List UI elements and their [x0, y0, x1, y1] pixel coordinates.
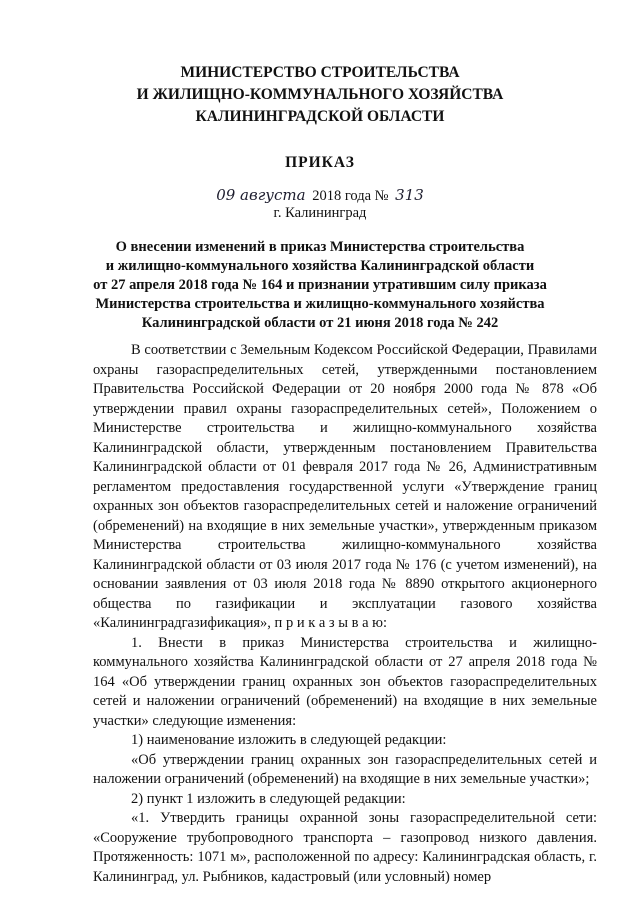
- printed-date-text: 2018 года №: [312, 188, 389, 204]
- subitem-2-paragraph: 2) пункт 1 изложить в следующей редакции:: [131, 790, 406, 807]
- subitem-1-paragraph: 1) наименование изложить в следующей редакции:: [131, 732, 447, 748]
- subject-line-5: Калининградской области от 21 июня 2018 года № 242: [141, 315, 499, 331]
- ministry-header: [0, 62, 640, 128]
- order-body: [93, 341, 597, 887]
- subject-line-4: Министерства строительства и жилищно-коммунального хозяйства: [95, 296, 545, 312]
- order-date-line: [0, 186, 640, 205]
- item-1-paragraph: 1. Внести в приказ Министерства строительства и жилищно-коммунального хозяйства Калининградской области от 27 апреля 2018 года № 164 «Об утверждении границ охранных зон объектов газораспределительных сетей и наложении ограничений (обременений) на входящие в них земельные участки» следующие изменения:: [93, 634, 597, 729]
- ministry-line-2: И ЖИЛИЩНО-КОММУНАЛЬНОГО ХОЗЯЙСТВА: [136, 86, 504, 103]
- ministry-line-3: КАЛИНИНГРАДСКОЙ ОБЛАСТИ: [195, 108, 445, 125]
- handwritten-date: 09 августа: [216, 186, 306, 204]
- subject-line-2: и жилищно-коммунального хозяйства Калининградской области: [105, 258, 535, 274]
- city-line: г. Калининград: [273, 205, 367, 221]
- subject-line-1: О внесении изменений в приказ Министерства строительства: [115, 239, 525, 255]
- order-title: ПРИКАЗ: [285, 154, 355, 171]
- order-subject: [0, 238, 640, 333]
- ministry-line-1: МИНИСТЕРСТВО СТРОИТЕЛЬСТВА: [180, 64, 460, 81]
- preamble-paragraph: В соответствии с Земельным Кодексом Российской Федерации, Правилами охраны газораспределительных сетей, утвержденными постановлением Правительства Российской Федерации от 20 ноября 2000 года № 878 «Об утверждении правил охраны газораспределительных сетей», Положением о Министерстве строительства и жилищно-коммунального хозяйства Калининградской области, утвержденным постановлением Правительства Калининградской области от 01 февраля 2017 года № 26, Административным регламентом предоставления государственной услуги «Утверждение границ охранных зон объектов газораспределительных сетей и наложение ограничений (обременений) на входящие в них земельные участки», утвержденным приказом Министерства строительства жилищно-коммунального хозяйства Калининградской области от 03 июля 2017 года № 176 (с учетом изменений), на основании заявления от 03 июля 2018 года № 8890 открытого акционерного общества по газификации и эксплуатации газового хозяйства «Калининградгазификация», п р и к а з ы в а ю:: [93, 342, 597, 631]
- new-title-paragraph: «Об утверждении границ охранных зон газораспределительных сетей и наложении ограничений (обременений) на входящие в них земельные участки»;: [93, 751, 597, 787]
- handwritten-order-number: 313: [395, 186, 424, 204]
- new-item-1-paragraph: «1. Утвердить границы охранной зоны газораспределительной сети: «Сооружение трубопроводного транспорта – газопровод низкого давления. Протяженность: 1071 м», расположенной по адресу: Калининградская область, г. Калининград, ул. Рыбников, кадастровый (или условный) номер: [93, 810, 597, 885]
- subject-line-3: от 27 апреля 2018 года № 164 и признании утратившим силу приказа: [93, 277, 547, 293]
